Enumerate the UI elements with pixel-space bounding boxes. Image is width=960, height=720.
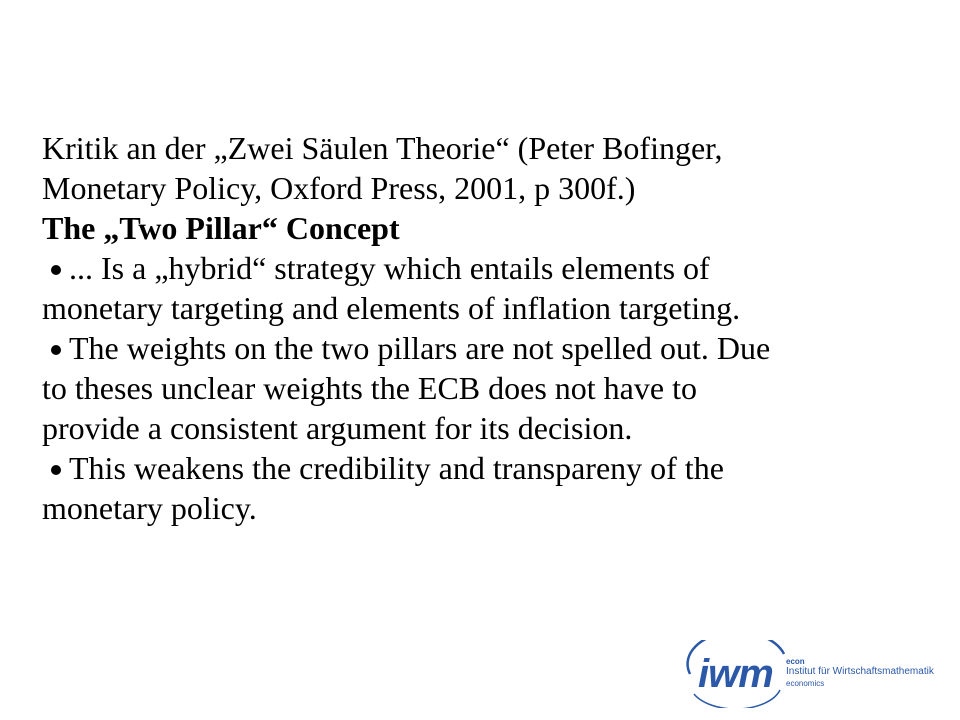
logo-econ: econ (786, 657, 805, 666)
bullet-icon (51, 345, 61, 355)
bullet-text: The weights on the two pillars are not spelled out. Due (69, 330, 771, 366)
bullet-text: This weakens the credibility and transpareny of the (69, 450, 724, 486)
bullet-icon (51, 465, 61, 475)
bullet-item-2-continued: provide a consistent argument for its decision. (42, 410, 633, 446)
bullet-item-1-continued: monetary targeting and elements of inflation targeting. (42, 290, 741, 326)
logo-wordmark: iwm (698, 652, 773, 696)
intro-line-1: Kritik an der „Zwei Säulen Theorie“ (Peter Bofinger, (42, 130, 723, 166)
slide-body (42, 128, 922, 528)
bullet-text: ... Is a „hybrid“ strategy which entails elements of (69, 250, 710, 286)
bullet-item-2 (42, 328, 922, 368)
slide-heading: The „Two Pillar“ Concept (42, 210, 400, 246)
bullet-item-3 (42, 448, 922, 488)
intro-line-2: Monetary Policy, Oxford Press, 2001, p 300f.) (42, 170, 636, 206)
bullet-item-2-continued: to theses unclear weights the ECB does not have to (42, 370, 697, 406)
iwm-logo (684, 640, 934, 708)
bullet-icon (51, 265, 61, 275)
bullet-item-3-continued: monetary policy. (42, 490, 257, 526)
logo-tagline: economics (786, 679, 825, 688)
logo-institute-name: Institut für Wirtschaftsmathematik (786, 666, 934, 677)
bullet-item-1 (42, 248, 922, 288)
